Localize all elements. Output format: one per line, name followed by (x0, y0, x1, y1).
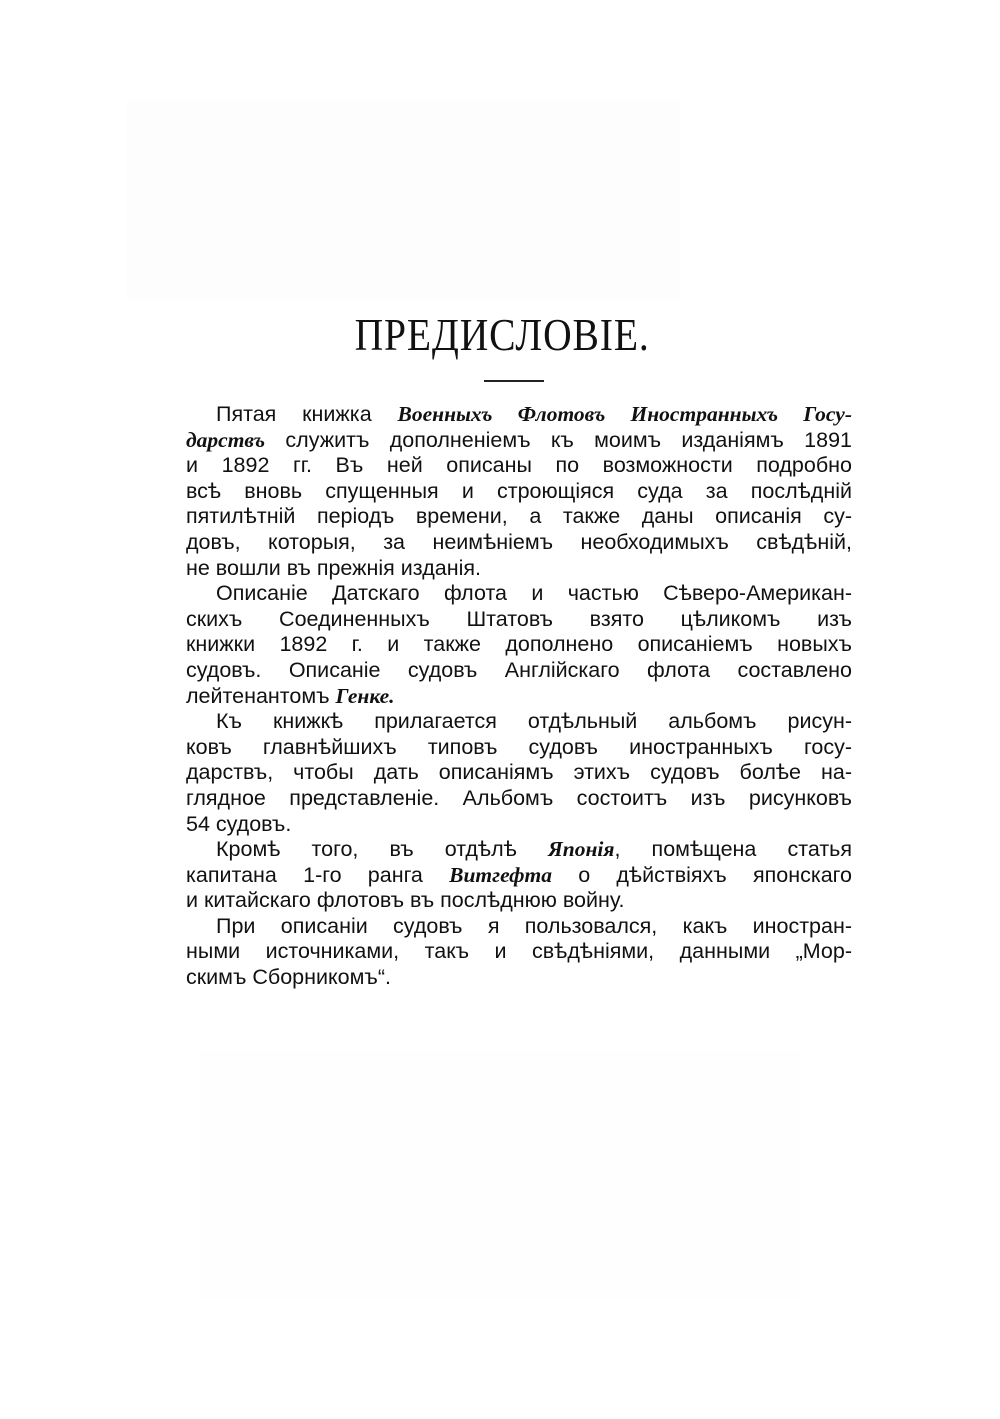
text-line: пятилѣтній періодъ времени, а также даны описанія су- (186, 504, 852, 529)
text-line: Кромѣ того, въ отдѣлѣ Японія, помѣщена статья (216, 837, 853, 862)
text-line: скимъ Сборникомъ“. (186, 965, 391, 990)
text-line: книжки 1892 г. и также дополнено описаніемъ новыхъ (186, 632, 852, 657)
paragraph (186, 837, 852, 914)
italic-emphasis: Генке. (335, 683, 395, 708)
text-line: довъ, которыя, за неимѣніемъ необходимыхъ свѣдѣній, (186, 529, 852, 554)
text-line: ковъ главнѣйшихъ типовъ судовъ иностранныхъ госу- (186, 734, 852, 759)
text-line: При описаніи судовъ я пользовался, какъ иностран- (216, 913, 852, 938)
text-line: Описаніе Датскаго флота и частью Сѣверо-Американ- (216, 581, 852, 606)
text-line: Къ книжкѣ прилагается отдѣльный альбомъ рисун- (216, 709, 852, 734)
text-line: скихъ Соединенныхъ Штатовъ взято цѣликомъ изъ (186, 606, 852, 631)
text-line: капитана 1-го ранга Витгефта о дѣйствіяхъ японскаго (186, 862, 852, 887)
text-line: и 1892 гг. Въ ней описаны по возможности подробно (186, 453, 852, 478)
italic-emphasis: Витгефта (449, 862, 552, 887)
text-line: глядное представленіе. Альбомъ состоитъ изъ рисунковъ (186, 785, 852, 810)
page-title: ПРЕДИСЛОВІЕ. (354, 309, 650, 360)
text-line: ными источниками, такъ и свѣдѣніями, данными „Мор- (186, 939, 852, 964)
text-line: дарствъ, чтобы дать описаніямъ этихъ судовъ болѣе на- (186, 760, 852, 785)
paragraph (186, 581, 852, 709)
paragraph (186, 914, 852, 991)
text-line: всѣ вновь спущенныя и строющіяся суда за послѣдній (186, 478, 852, 503)
preface-body (186, 402, 852, 991)
italic-emphasis: Военныхъ Флотовъ Иностранныхъ Госу- (397, 402, 852, 426)
italic-emphasis: Японія (547, 837, 615, 862)
italic-emphasis: дарствъ (186, 427, 266, 452)
text-line: Пятая книжка Военныхъ Флотовъ Иностранныхъ Госу- (216, 402, 852, 426)
paragraph (186, 402, 852, 581)
text-line: лейтенантомъ Генке. (186, 683, 395, 708)
text-line: не вошли въ прежнія изданія. (186, 555, 481, 580)
text-line: дарствъ служитъ дополненіемъ къ моимъ изданіямъ 1891 (186, 427, 852, 452)
paragraph (186, 709, 852, 837)
text-line: судовъ. Описаніе судовъ Англійскаго флота составлено (186, 657, 852, 682)
title-divider (484, 380, 544, 382)
text-line: и китайскаго флотовъ въ послѣднюю войну. (186, 888, 625, 913)
text-line: 54 судовъ. (186, 811, 292, 836)
